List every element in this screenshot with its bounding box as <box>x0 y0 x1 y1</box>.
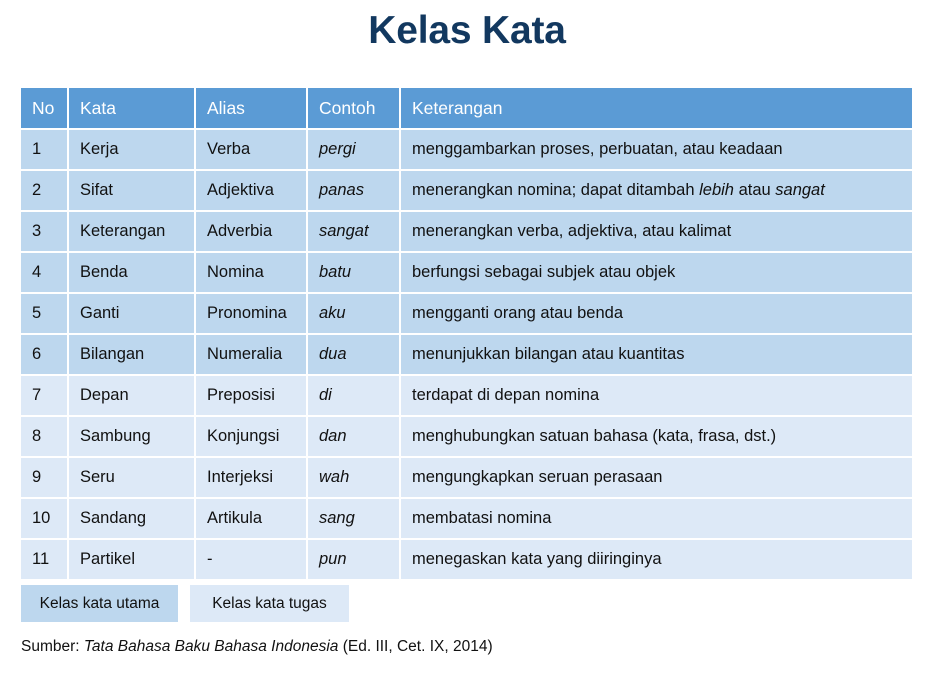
legend-item-kelas-kata-utama[interactable]: Kelas kata utama <box>21 585 178 622</box>
cell-contoh: dua <box>307 334 400 375</box>
cell-kata: Bilangan <box>68 334 195 375</box>
cell-contoh: panas <box>307 170 400 211</box>
table-body <box>21 129 912 579</box>
column-header-contoh: Contoh <box>307 88 400 129</box>
cell-no: 7 <box>21 375 68 416</box>
cell-contoh: aku <box>307 293 400 334</box>
cell-keterangan: mengungkapkan seruan perasaan <box>400 457 912 498</box>
cell-contoh: sang <box>307 498 400 539</box>
table-row <box>21 293 912 334</box>
cell-kata: Sifat <box>68 170 195 211</box>
cell-alias: Numeralia <box>195 334 307 375</box>
cell-alias: Pronomina <box>195 293 307 334</box>
cell-contoh: sangat <box>307 211 400 252</box>
cell-alias: Interjeksi <box>195 457 307 498</box>
legend-item-kelas-kata-tugas[interactable]: Kelas kata tugas <box>190 585 349 622</box>
cell-contoh: pergi <box>307 129 400 170</box>
cell-keterangan: terdapat di depan nomina <box>400 375 912 416</box>
cell-no: 1 <box>21 129 68 170</box>
table-row <box>21 375 912 416</box>
cell-kata: Benda <box>68 252 195 293</box>
table-row <box>21 539 912 579</box>
cell-kata: Seru <box>68 457 195 498</box>
cell-kata: Sandang <box>68 498 195 539</box>
table-header-row <box>21 88 912 129</box>
cell-alias: Adjektiva <box>195 170 307 211</box>
cell-keterangan: berfungsi sebagai subjek atau objek <box>400 252 912 293</box>
table-row <box>21 252 912 293</box>
legend <box>21 585 349 622</box>
cell-alias: - <box>195 539 307 579</box>
cell-kata: Sambung <box>68 416 195 457</box>
table-row <box>21 170 912 211</box>
cell-contoh: wah <box>307 457 400 498</box>
table-row <box>21 457 912 498</box>
cell-keterangan: menggambarkan proses, perbuatan, atau keadaan <box>400 129 912 170</box>
table-row <box>21 334 912 375</box>
table-row <box>21 129 912 170</box>
cell-alias: Preposisi <box>195 375 307 416</box>
cell-kata: Keterangan <box>68 211 195 252</box>
cell-keterangan: mengganti orang atau benda <box>400 293 912 334</box>
source-note: Sumber: Tata Bahasa Baku Bahasa Indonesia (Ed. III, Cet. IX, 2014) <box>21 638 493 655</box>
cell-no: 6 <box>21 334 68 375</box>
cell-kata: Partikel <box>68 539 195 579</box>
cell-alias: Konjungsi <box>195 416 307 457</box>
cell-kata: Ganti <box>68 293 195 334</box>
cell-contoh: pun <box>307 539 400 579</box>
page-title: Kelas Kata <box>368 9 566 52</box>
table-row <box>21 498 912 539</box>
cell-alias: Nomina <box>195 252 307 293</box>
cell-no: 2 <box>21 170 68 211</box>
cell-alias: Artikula <box>195 498 307 539</box>
cell-alias: Adverbia <box>195 211 307 252</box>
cell-no: 11 <box>21 539 68 579</box>
column-header-keterangan: Keterangan <box>400 88 912 129</box>
cell-keterangan: menerangkan nomina; dapat ditambah lebih atau sangat <box>400 170 912 211</box>
cell-contoh: di <box>307 375 400 416</box>
cell-alias: Verba <box>195 129 307 170</box>
column-header-alias: Alias <box>195 88 307 129</box>
cell-no: 10 <box>21 498 68 539</box>
cell-no: 3 <box>21 211 68 252</box>
cell-keterangan: menerangkan verba, adjektiva, atau kalimat <box>400 211 912 252</box>
cell-kata: Depan <box>68 375 195 416</box>
cell-keterangan: menghubungkan satuan bahasa (kata, frasa, dst.) <box>400 416 912 457</box>
table-row <box>21 416 912 457</box>
cell-no: 8 <box>21 416 68 457</box>
cell-contoh: dan <box>307 416 400 457</box>
cell-no: 4 <box>21 252 68 293</box>
cell-kata: Kerja <box>68 129 195 170</box>
cell-keterangan: menegaskan kata yang diiringinya <box>400 539 912 579</box>
table-header <box>21 88 912 129</box>
cell-no: 5 <box>21 293 68 334</box>
column-header-kata: Kata <box>68 88 195 129</box>
kelas-kata-table <box>21 88 912 579</box>
cell-no: 9 <box>21 457 68 498</box>
table-row <box>21 211 912 252</box>
cell-keterangan: membatasi nomina <box>400 498 912 539</box>
cell-contoh: batu <box>307 252 400 293</box>
cell-keterangan: menunjukkan bilangan atau kuantitas <box>400 334 912 375</box>
column-header-no: No <box>21 88 68 129</box>
